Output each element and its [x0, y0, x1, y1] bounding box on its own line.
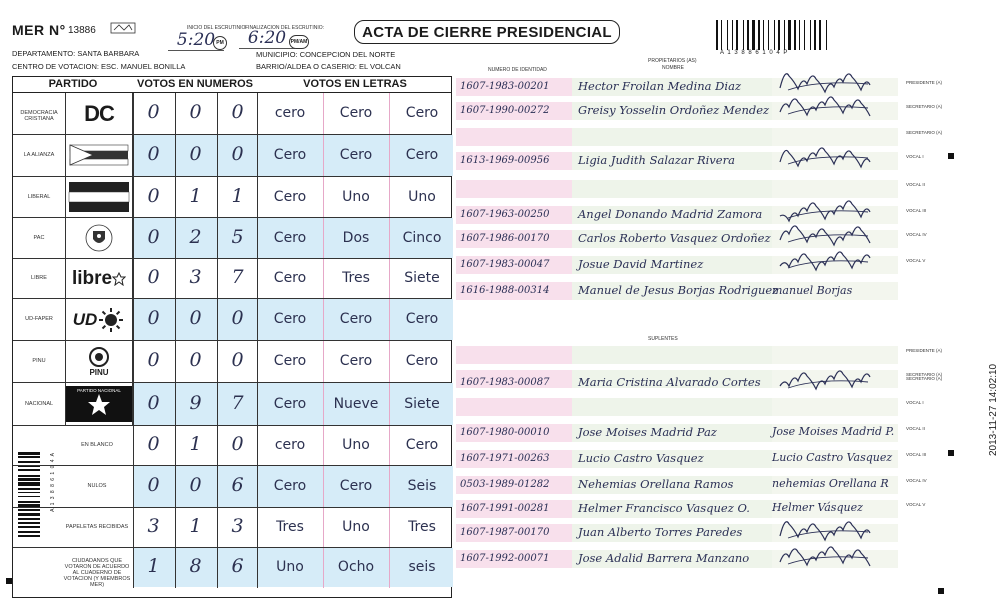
table-row	[13, 177, 451, 218]
barcode-bar	[743, 20, 744, 50]
vote-digit: 6	[231, 555, 244, 577]
role-label: VOCAL II	[906, 426, 925, 431]
signature-scribble-icon	[778, 248, 878, 283]
member-id: 1607-1980-00010	[460, 427, 550, 438]
barcode-bar	[812, 20, 813, 50]
vote-digit: 0	[147, 474, 160, 496]
role-label: VOCAL V	[906, 258, 926, 263]
dc-logo-icon: DC	[84, 100, 114, 126]
vote-word: cero	[274, 437, 306, 453]
vote-digit: 5	[231, 225, 244, 248]
table-row	[13, 135, 451, 177]
member-id: 1607-1963-00250	[460, 209, 550, 220]
member-id: 1616-1988-00314	[460, 285, 550, 296]
votes-table	[12, 76, 452, 598]
vote-word: Cero	[405, 437, 439, 453]
vote-word: Cinco	[402, 229, 442, 246]
departamento-label: DEPARTAMENTO:	[12, 49, 76, 58]
vote-digit: 3	[231, 515, 244, 537]
vote-digit: 0	[189, 101, 202, 123]
top-barcode-text: A 1 3 8 8 6 1 0 4 P	[720, 50, 789, 56]
centro-label: CENTRO DE VOTACION:	[12, 62, 99, 71]
table-row	[13, 426, 451, 466]
centro-line	[12, 62, 185, 71]
member-id: 1613-1969-00956	[460, 155, 550, 166]
member-signature: Lucio Castro Vasquez	[772, 451, 893, 464]
party-logo	[65, 177, 133, 217]
barcode-bar	[758, 20, 760, 50]
barcode-bar	[781, 20, 783, 50]
table-row	[13, 466, 451, 508]
vote-digit: 1	[189, 433, 202, 455]
vote-digit: 3	[189, 266, 202, 288]
member-name: Hector Froilan Medina Diaz	[578, 79, 741, 93]
alianza-flag-icon	[69, 141, 129, 171]
member-id: 1607-1983-00087	[460, 377, 550, 388]
party-logo	[65, 299, 133, 340]
barcode-bar	[761, 20, 762, 50]
vote-word: Ocho	[337, 559, 375, 575]
vote-word: Seis	[407, 478, 437, 494]
role-label: PRESIDENTE (A)	[906, 348, 943, 353]
party-name: PAPELETAS RECIBIDAS	[65, 524, 129, 530]
table-row	[13, 341, 451, 383]
member-name: Jose Moises Madrid Paz	[578, 425, 717, 439]
party-logo	[65, 93, 133, 134]
member-name: Nehemias Orellana Ramos	[578, 477, 734, 491]
centro-value: ESC. MANUEL BONILLA	[101, 62, 186, 71]
col-partido: PARTIDO	[48, 78, 98, 90]
ud-logo-icon: UD	[72, 309, 98, 329]
member-name: Angel Donando Madrid Zamora	[578, 207, 763, 221]
member-id: 1607-1990-00272	[460, 105, 550, 116]
vote-word: Cero	[405, 311, 439, 327]
departamento-value: SANTA BARBARA	[77, 49, 140, 58]
vote-digit: 0	[231, 433, 244, 455]
vote-word: Uno	[408, 188, 436, 205]
barcode-bar	[826, 20, 827, 50]
vote-word: Cero	[339, 478, 373, 494]
pac-shield-icon	[84, 223, 114, 253]
role-label: VOCAL III	[906, 452, 927, 457]
member-signature: manuel Borjas	[772, 284, 853, 297]
member-signature: nehemias Orellana R	[772, 477, 889, 490]
barcode-bar	[817, 20, 818, 50]
barcode-bar	[727, 20, 728, 50]
role-label: PRESIDENTE (A)	[906, 80, 943, 85]
party-logo	[65, 341, 133, 382]
nacional-star-icon	[87, 393, 111, 417]
signature-scribble-icon	[778, 144, 878, 179]
member-id: 1607-1992-00071	[460, 553, 550, 564]
barcode-bar	[739, 20, 742, 50]
barcode-bar	[774, 20, 775, 50]
barcode-bar	[732, 20, 733, 50]
vote-word: Tres	[276, 519, 304, 535]
municipio-label: MUNICIPIO:	[256, 50, 298, 59]
vote-word: Dos	[342, 229, 370, 246]
barcode-bar	[797, 20, 798, 50]
votes-table-header	[13, 77, 451, 93]
inicio-label: INICIO DEL ESCRUTINIO:	[187, 25, 247, 31]
barcode-bar	[814, 20, 816, 50]
vote-word: Cero	[273, 395, 307, 412]
vote-digit: 0	[147, 225, 160, 248]
signature-field-bg	[772, 180, 898, 198]
id-field-bg	[456, 180, 572, 198]
vote-word: Cero	[273, 229, 307, 246]
barcode-bar	[18, 537, 40, 539]
member-name: Greisy Yosselin Ordoñez Mendez	[578, 103, 770, 117]
vote-digit: 0	[189, 307, 202, 329]
barcode-bar	[729, 20, 731, 50]
inicio-time: 5:20	[168, 30, 224, 51]
registration-mark	[948, 450, 954, 456]
member-id: 1607-1987-00170	[460, 527, 550, 538]
role-label: VOCAL III	[906, 208, 927, 213]
vote-word: Siete	[404, 270, 440, 286]
vote-word: Nueve	[333, 395, 379, 412]
vote-digit: 2	[189, 225, 202, 248]
barcode-bar	[721, 20, 722, 50]
table-row	[13, 93, 451, 135]
party-name: PAC	[33, 234, 45, 241]
id-field-bg	[456, 398, 572, 416]
member-signature: Helmer Vásquez	[772, 501, 863, 514]
vote-digit: 6	[231, 474, 244, 496]
vote-digit: 1	[231, 184, 244, 207]
member-name: Carlos Roberto Vasquez Ordoñez	[578, 231, 771, 245]
vote-word: Cero	[273, 270, 307, 286]
barcode-bar	[804, 20, 805, 50]
vote-digit: 0	[147, 184, 160, 207]
propietarios-header: PROPIETARIOS (AS)	[648, 58, 697, 64]
role-label: VOCAL V	[906, 502, 926, 507]
vote-word: Cero	[273, 353, 307, 369]
barcode-bar	[794, 20, 796, 50]
party-name: UD-FAPER	[25, 316, 53, 322]
member-id: 1607-1971-00263	[460, 453, 550, 464]
barrio-label: BARRIO/ALDEA O CASERIO:	[256, 62, 357, 71]
barrio-value: EL VOLCAN	[358, 62, 401, 71]
vote-word: Cero	[405, 147, 439, 163]
party-logo	[65, 259, 133, 298]
vote-digit: 1	[147, 555, 160, 577]
inicio-ampm-circle: PM	[213, 36, 227, 50]
party-name: LIBERAL	[27, 193, 51, 200]
top-barcode	[716, 20, 844, 50]
member-name: Ligia Judith Salazar Rivera	[578, 153, 735, 167]
barcode-bar	[765, 20, 767, 50]
party-name: CIUDADANOS QUE VOTARON DE ACUERDO AL CUADERNO DE VOTACION (Y MIEMBROS MER)	[63, 558, 131, 588]
vote-word: Cero	[339, 105, 373, 121]
vote-word: Cero	[273, 147, 307, 163]
id-field-bg	[456, 128, 572, 146]
pinu-label: PINU	[89, 368, 109, 377]
party-logo	[65, 135, 133, 176]
party-name: LA ALIANZA	[23, 152, 55, 158]
registration-mark	[6, 578, 12, 584]
nacional-label: PARTIDO NACIONAL	[77, 388, 121, 393]
left-barcode-text: A 1 3 8 8 6 1 0 4 A	[50, 452, 56, 512]
departamento-line	[12, 49, 139, 58]
barcode-bar	[763, 20, 764, 50]
id-field-bg	[456, 346, 572, 364]
nombre-header: NOMBRE	[662, 65, 684, 71]
vote-digit: 0	[189, 349, 202, 371]
mer-label: MER N°	[12, 22, 66, 38]
party-name: NACIONAL	[24, 400, 54, 407]
libre-logo-icon: libre	[71, 267, 113, 289]
barcode-bar	[819, 20, 821, 50]
vote-digit: 0	[147, 349, 160, 371]
member-name: Jose Adalid Barrera Manzano	[578, 551, 750, 565]
final-time: 6:20	[239, 28, 295, 49]
member-name: Lucio Castro Vasquez	[578, 451, 704, 465]
vote-digit: 0	[147, 266, 160, 288]
barcode-bar	[788, 20, 791, 50]
municipio-value: CONCEPCION DEL NORTE	[299, 50, 396, 59]
vote-word: Tres	[408, 519, 436, 535]
barcode-bar	[799, 20, 800, 50]
vote-digit: 7	[231, 391, 244, 414]
member-id: 1607-1983-00047	[460, 259, 550, 270]
vote-digit: 9	[189, 391, 202, 414]
final-label: FINALIZACION DEL ESCRUTINIO:	[245, 25, 324, 31]
member-name: Juan Alberto Torres Paredes	[578, 525, 743, 539]
vote-digit: 0	[189, 474, 202, 496]
vote-word: Cero	[273, 478, 307, 494]
signature-field-bg	[772, 346, 898, 364]
vote-word: Cero	[273, 311, 307, 327]
barcode-bar	[776, 20, 777, 50]
barcode-bar	[792, 20, 793, 50]
barcode-bar	[723, 20, 726, 50]
barcode-bar	[784, 20, 785, 50]
vote-word: cero	[274, 105, 306, 121]
vote-digit: 0	[231, 349, 244, 371]
vote-word: Cero	[405, 105, 439, 121]
role-label: VOCAL I	[906, 400, 924, 405]
vote-word: Uno	[342, 437, 370, 453]
name-field-bg	[572, 180, 772, 198]
col-letras: VOTOS EN LETRAS	[303, 78, 407, 90]
vote-digit: 1	[189, 515, 202, 537]
role-label: VOCAL IV	[906, 478, 927, 483]
vote-digit: 0	[231, 101, 244, 123]
timestamp-stamp: 2013-11-27 14:02:10	[988, 363, 999, 456]
barcode-bar	[750, 20, 751, 50]
barcode-bar	[747, 20, 749, 50]
vote-word: Cero	[339, 311, 373, 327]
table-row	[13, 548, 451, 588]
name-field-bg	[572, 128, 772, 146]
vote-digit: 1	[189, 184, 202, 207]
vote-word: Cero	[339, 353, 373, 369]
vote-word: Cero	[405, 353, 439, 369]
member-name: Maria Cristina Alvarado Cortes	[578, 375, 761, 389]
member-name: Manuel de Jesus Borjas Rodriguez	[578, 283, 779, 297]
barcode-bar	[786, 20, 787, 50]
document-title: ACTA DE CIERRE PRESIDENCIAL	[354, 20, 620, 44]
vote-word: Tres	[342, 270, 370, 286]
vote-word: Cero	[339, 147, 373, 163]
vote-word: Cero	[273, 188, 307, 205]
party-name: PINU	[32, 358, 46, 364]
barcode-bar	[828, 20, 829, 50]
member-id: 1607-1983-00201	[460, 81, 550, 92]
municipio-line	[256, 50, 395, 59]
tse-logo-icon	[110, 22, 136, 36]
barcode-bar	[810, 20, 811, 50]
barcode-bar	[778, 20, 780, 50]
table-row	[13, 299, 451, 341]
vote-digit: 0	[147, 307, 160, 329]
vote-digit: 8	[189, 555, 202, 577]
name-field-bg	[572, 346, 772, 364]
name-field-bg	[572, 398, 772, 416]
final-ampm-circle: PM/AM	[289, 35, 309, 49]
mer-number: 13886	[68, 25, 96, 36]
vote-word: Uno	[276, 559, 304, 575]
barcode-bar	[801, 20, 803, 50]
barrio-line	[256, 62, 401, 71]
member-id: 1607-1991-00281	[460, 503, 550, 514]
id-column-header: NUMERO DE IDENTIDAD	[488, 67, 547, 73]
party-name: LIBRE	[31, 275, 47, 281]
barcode-bar	[719, 20, 720, 50]
role-label: SECRETARIO (A)	[906, 372, 943, 377]
member-signature: Jose Moises Madrid P.	[772, 425, 895, 438]
vote-word: seis	[408, 559, 436, 575]
vote-digit: 0	[147, 433, 160, 455]
role-label: VOCAL II	[906, 182, 925, 187]
suplentes-header: SUPLENTES	[648, 336, 678, 342]
vote-digit: 3	[147, 515, 160, 537]
col-numeros: VOTOS EN NUMEROS	[137, 78, 253, 90]
role-label: SECRETARIO (A)	[906, 376, 943, 381]
role-label: VOCAL I	[906, 154, 924, 159]
party-logo	[65, 218, 133, 258]
vote-word: Uno	[342, 188, 370, 205]
member-name: Josue David Martinez	[578, 257, 704, 271]
party-name: DEMOCRACIA CRISTIANA	[20, 110, 58, 122]
vote-digit: 7	[231, 266, 244, 288]
table-row	[13, 218, 451, 259]
barcode-bar	[716, 20, 718, 50]
registration-mark	[948, 153, 954, 159]
vote-digit: 0	[147, 143, 160, 165]
registration-mark	[938, 588, 944, 594]
vote-digit: 0	[231, 307, 244, 329]
signature-scribble-icon	[778, 94, 878, 129]
barcode-bar	[770, 20, 773, 50]
barcode-bar	[736, 20, 738, 50]
member-id: 0503-1989-01282	[460, 479, 550, 490]
liberal-flag-icon	[68, 181, 130, 213]
barcode-bar	[768, 20, 769, 50]
role-label: VOCAL IV	[906, 232, 927, 237]
role-label: SECRETARIO (A)	[906, 130, 943, 135]
signature-field-bg	[772, 398, 898, 416]
member-name: Helmer Francisco Vasquez O.	[578, 501, 750, 515]
party-name: NULOS	[87, 483, 107, 489]
barcode-bar	[756, 20, 757, 50]
table-row	[13, 383, 451, 426]
vote-word: Siete	[404, 395, 440, 412]
signature-scribble-icon	[778, 544, 878, 579]
vote-digit: 0	[147, 101, 160, 123]
member-id: 1607-1986-00170	[460, 233, 550, 244]
barcode-bar	[734, 20, 735, 50]
pinu-logo-icon	[88, 346, 110, 368]
table-row	[13, 259, 451, 299]
role-label: SECRETARIO (A)	[906, 104, 943, 109]
barcode-bar	[745, 20, 746, 50]
vote-digit: 0	[189, 143, 202, 165]
party-name: EN BLANCO	[81, 442, 113, 448]
barcode-bar	[752, 20, 755, 50]
vote-word: Uno	[342, 519, 370, 535]
barcode-bar	[806, 20, 809, 50]
left-barcode	[18, 452, 40, 556]
table-row	[13, 508, 451, 548]
party-logo	[65, 383, 133, 425]
barcode-bar	[822, 20, 825, 50]
vote-digit: 0	[231, 143, 244, 165]
vote-digit: 0	[147, 391, 160, 414]
